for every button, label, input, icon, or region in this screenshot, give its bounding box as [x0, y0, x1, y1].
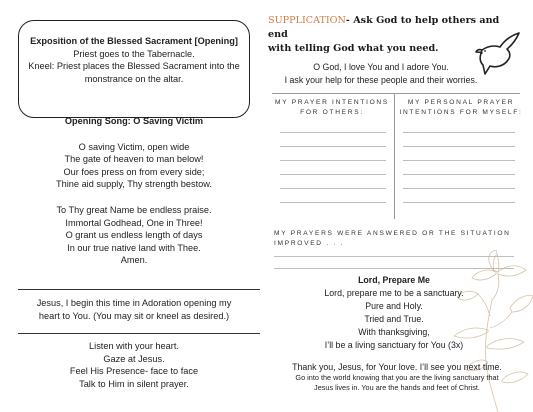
song-line: Our foes press on from every side; — [63, 166, 205, 177]
song-line: In our true native land with Thee. — [67, 242, 201, 253]
answered-header — [274, 229, 529, 249]
prepare-line: Pure and Holy. — [365, 300, 423, 311]
prepare-line: I’ll be a living sanctuary for You (3x) — [324, 339, 464, 350]
begin-line: heart to You. (You may sit or kneel as desired.) — [38, 310, 230, 321]
header-line: IMPROVED . . . — [274, 240, 344, 247]
listen-line: Talk to Him in silent prayer. — [79, 378, 189, 389]
exposition-box — [18, 20, 250, 118]
divider — [18, 333, 260, 334]
write-line[interactable] — [403, 146, 515, 147]
intentions-self-header — [398, 98, 524, 118]
supplication-rest: - Ask God to help others and end — [268, 15, 500, 40]
prayer-text — [272, 61, 490, 86]
intentions-others-header — [272, 98, 392, 118]
opening-song-title: Opening Song: O Saving Victim — [64, 116, 204, 126]
closing-small: Go into the world knowing that you are the living sanctuary that — [295, 373, 499, 382]
begin-line: Jesus, I begin this time in Adoration opening my — [36, 298, 232, 308]
divider — [18, 289, 260, 290]
song-line: The gate of heaven to man below! — [64, 154, 204, 165]
intentions-divider — [394, 93, 395, 219]
listen-line: Listen with your heart. — [89, 341, 179, 351]
exposition-line: Kneel: Priest places the Blessed Sacrament into the — [28, 61, 240, 72]
song-line: Immortal Godhead, One in Three! — [65, 217, 203, 228]
song-line: To Thy great Name be endless praise. — [56, 204, 212, 215]
prayer-line: I ask your help for these people and their worries. — [284, 74, 478, 85]
prepare-title: Lord, Prepare Me — [358, 275, 430, 285]
exposition-line: monstrance on the altar. — [84, 73, 184, 84]
header-line: MY PERSONAL PRAYER — [407, 99, 515, 106]
closing-line: Thank you, Jesus, for Your love. I’ll see you next time. — [292, 362, 502, 372]
header-line: MY PRAYER INTENTIONS — [275, 99, 389, 106]
prepare-section — [272, 274, 516, 351]
write-line[interactable] — [280, 202, 386, 203]
closing-small: Jesus lives in. You are the hands and feet of Christ. — [314, 383, 480, 392]
opening-song — [18, 115, 250, 267]
write-line[interactable] — [403, 188, 515, 189]
write-line[interactable] — [280, 132, 386, 133]
prepare-line: Lord, prepare me to be a sanctuary. — [324, 287, 464, 298]
supplication-keyword: SUPPLICATION — [268, 15, 346, 26]
write-line[interactable] — [403, 160, 515, 161]
write-line[interactable] — [403, 202, 515, 203]
exposition-line: Priest goes to the Tabernacle. — [73, 48, 195, 59]
exposition-title: Exposition of the Blessed Sacrament [Opening] — [30, 36, 238, 46]
header-line: INTENTIONS FOR MYSELF: — [399, 109, 523, 116]
prepare-line: With thanksgiving, — [358, 326, 430, 337]
song-line: Thine aid supply, Thy strength bestow. — [56, 179, 212, 190]
prayer-line: O God, I love You and I adore You. — [313, 62, 449, 72]
write-line[interactable] — [403, 174, 515, 175]
listen-line: Gaze at Jesus. — [103, 353, 165, 364]
closing-section — [268, 361, 526, 393]
write-line[interactable] — [280, 174, 386, 175]
listen-text — [18, 340, 250, 390]
song-line: O saving Victim, open wide — [78, 141, 190, 152]
song-line: O grant us endless length of days — [65, 230, 203, 241]
write-line[interactable] — [280, 188, 386, 189]
song-line: Amen. — [120, 255, 148, 266]
write-line[interactable] — [280, 160, 386, 161]
header-line: FOR OTHERS: — [300, 109, 364, 116]
write-line[interactable] — [403, 132, 515, 133]
write-line[interactable] — [280, 146, 386, 147]
prepare-line: Tried and True. — [364, 313, 424, 324]
header-line: MY PRAYERS WERE ANSWERED OR THE SITUATION — [274, 230, 511, 237]
intentions-top-rule — [272, 93, 520, 94]
supplication-line2: with telling God what you need. — [268, 43, 439, 54]
begin-text — [18, 297, 250, 322]
listen-line: Feel His Presence- face to face — [69, 366, 199, 377]
